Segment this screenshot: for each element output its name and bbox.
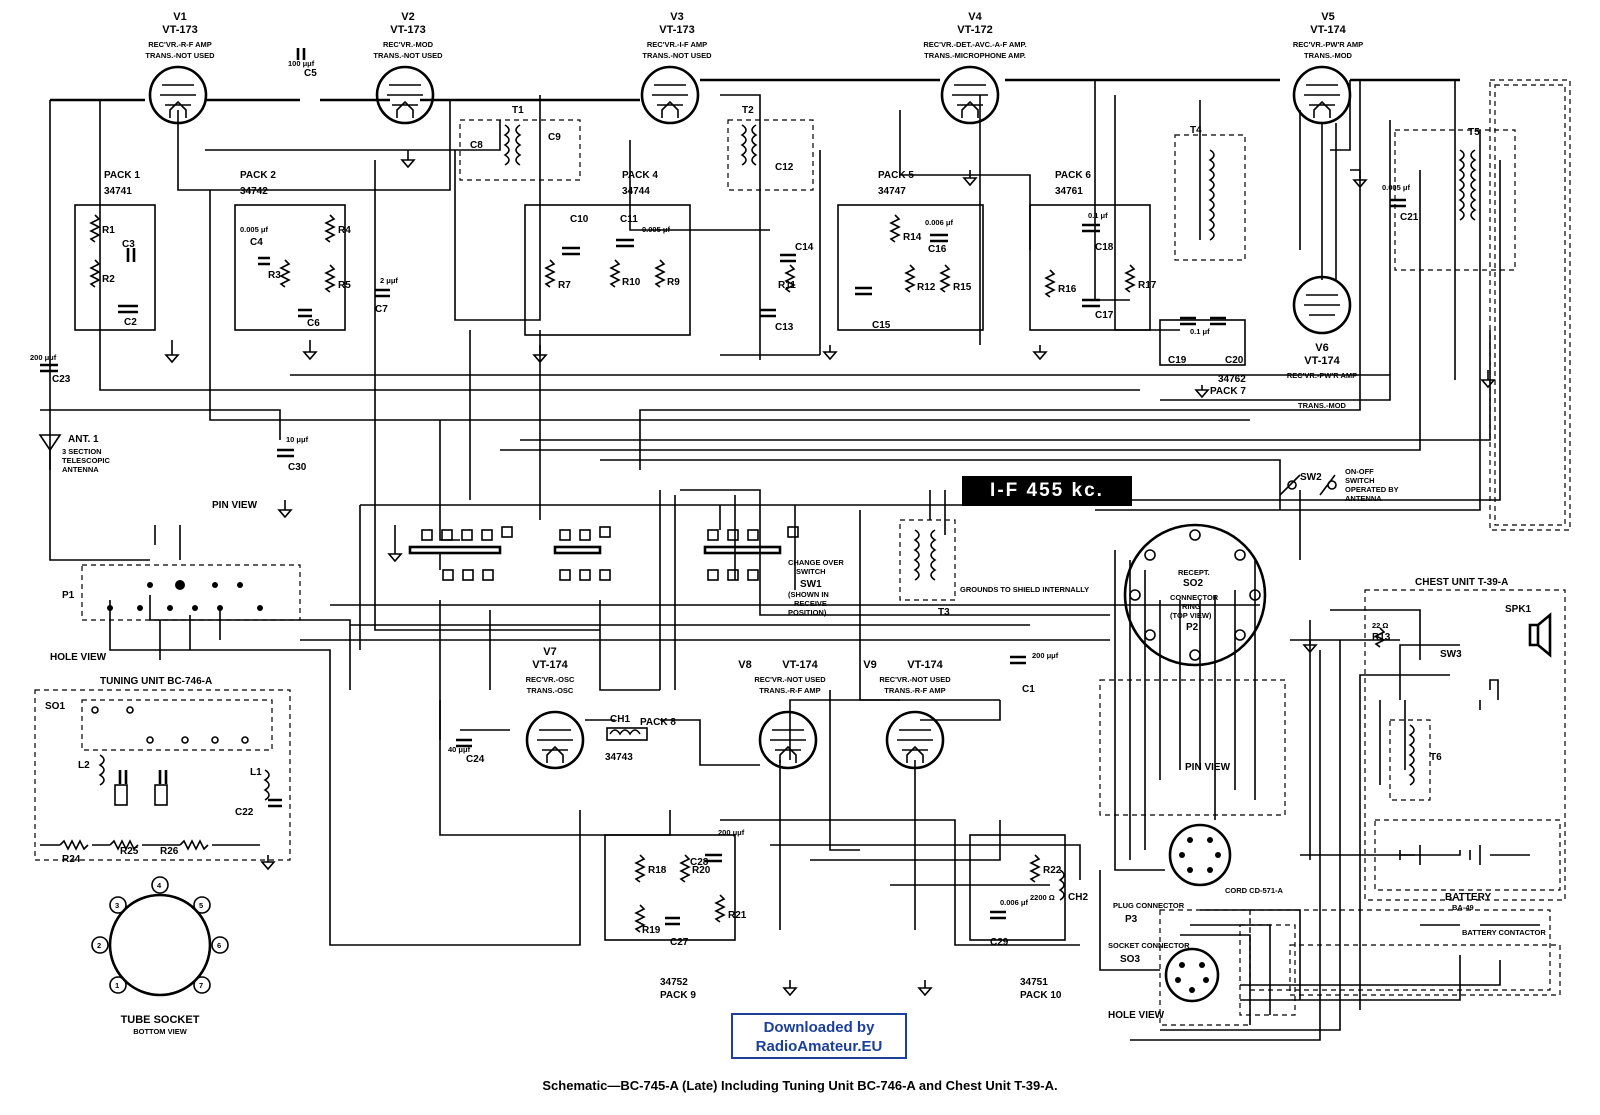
v5-ref: V5	[1321, 11, 1335, 23]
r26-label: R26	[160, 846, 179, 857]
pack1-name: PACK 1	[104, 170, 140, 181]
pack2-name: PACK 2	[240, 170, 276, 181]
r22-value: 2200 Ω	[1030, 893, 1055, 902]
c24-value: 40 μμf	[448, 745, 471, 754]
c17-label: C17	[1095, 310, 1114, 321]
c2-label: C2	[124, 317, 137, 328]
v1-tx: TRANS.-NOT USED	[145, 51, 215, 60]
pack6-num: 34761	[1055, 186, 1083, 197]
c18-value: 0.1 μf	[1088, 211, 1108, 220]
v4-ref: V4	[968, 11, 982, 23]
tube-socket	[92, 877, 228, 1036]
v4-type: VT-172	[957, 24, 993, 36]
r10-label: R10	[622, 277, 641, 288]
c11-label: C11	[620, 214, 638, 225]
p3-label: P3	[1125, 914, 1138, 925]
c8-label: C8	[470, 140, 483, 151]
battery-contactor-1: BATTERY CONTACTOR	[1462, 928, 1546, 937]
v2-tx: TRANS.-NOT USED	[373, 51, 443, 60]
cord-text: CORD CD-571-A	[1225, 886, 1283, 895]
tube-socket-title: TUBE SOCKET	[120, 1014, 200, 1026]
tube-v7	[526, 646, 583, 768]
t4-label: T4	[1190, 125, 1202, 136]
v4-rx: REC'VR.-DET.-AVC.-A-F AMP.	[923, 40, 1027, 49]
c22-label: C22	[235, 807, 254, 818]
c19-label: C19	[1168, 355, 1187, 366]
tube-v4	[923, 11, 1026, 123]
download-credit-line1: Downloaded by	[763, 1019, 875, 1036]
v9-rx: REC'VR.-NOT USED	[879, 675, 951, 684]
r25-label: R25	[120, 846, 139, 857]
tuning-unit	[35, 652, 290, 860]
v8-ref: V8	[738, 659, 752, 671]
r13-label: R13	[1372, 632, 1391, 643]
tube-v5	[1293, 11, 1363, 123]
ant-desc-1: 3 SECTION	[62, 447, 102, 456]
c7-value: 2 μμf	[380, 276, 398, 285]
v8-type: VT-174	[782, 659, 818, 671]
p3-plug	[1100, 680, 1285, 925]
recept-text: RECEPT.	[1178, 568, 1210, 577]
changeover-text-3: (SHOWN IN	[788, 590, 829, 599]
r14-label: R14	[903, 232, 922, 243]
socket-pin-1: 1	[115, 981, 120, 990]
v6-type: VT-174	[1304, 355, 1340, 367]
c28-label: C28	[690, 857, 709, 868]
c16-label: C16	[928, 244, 947, 255]
v7-type: VT-174	[532, 659, 568, 671]
l1-label: L1	[250, 767, 262, 778]
ch2-label: CH2	[1068, 892, 1089, 903]
r15-label: R15	[953, 282, 972, 293]
v6-rx: REC'VR.-PW'R AMP	[1286, 371, 1358, 380]
r13-value: 22 Ω	[1372, 621, 1389, 630]
v9-type: VT-174	[907, 659, 943, 671]
so2-connector	[1125, 525, 1265, 665]
pack2-num: 34742	[240, 186, 268, 197]
r24-label: R24	[62, 854, 81, 865]
r18-label: R18	[648, 865, 667, 876]
r19-label: R19	[642, 925, 661, 936]
tube-v8	[738, 659, 826, 768]
onoff-text-4: ANTENNA	[1345, 494, 1382, 503]
pack9-num: 34752	[660, 977, 688, 988]
c11-value: 0.005 μf	[642, 225, 670, 234]
c19c20-value: 0.1 μf	[1190, 327, 1210, 336]
v9-tx: TRANS.-R-F AMP	[884, 686, 946, 695]
v8-tx: TRANS.-R-F AMP	[759, 686, 821, 695]
onoff-text-2: SWITCH	[1345, 476, 1375, 485]
socket-pin-2: 2	[97, 941, 102, 950]
tube-socket-subtitle: BOTTOM VIEW	[133, 1027, 187, 1036]
t6-label: T6	[1430, 752, 1442, 763]
v3-tx: TRANS.-NOT USED	[642, 51, 712, 60]
misc-dashed	[1240, 925, 1295, 1015]
c30-label: C30	[288, 462, 307, 473]
r21-label: R21	[728, 910, 747, 921]
r22-label: R22	[1043, 865, 1062, 876]
sw1-label: SW1	[800, 579, 822, 590]
c5-label: C5	[304, 68, 317, 79]
c14-label: C14	[795, 242, 814, 253]
c27-label: C27	[670, 937, 689, 948]
changeover-text-5: POSITION)	[788, 608, 827, 617]
grounds-text: GROUNDS TO SHIELD INTERNALLY	[960, 585, 1090, 594]
pin-view-1a: PIN VIEW	[212, 500, 258, 511]
download-credit	[731, 1013, 907, 1059]
c21-label: C21	[1400, 212, 1419, 223]
c21-value: 0.005 μf	[1382, 183, 1410, 192]
r12-label: R12	[917, 282, 936, 293]
ant-desc-3: ANTENNA	[62, 465, 99, 474]
v5-tx: TRANS.-MOD	[1304, 51, 1352, 60]
changeover-text-4: RECEIVE	[794, 599, 827, 608]
pack8-name: PACK 8	[640, 717, 676, 728]
c20-label: C20	[1225, 355, 1244, 366]
v5-type: VT-174	[1310, 24, 1346, 36]
c9-label: C9	[548, 132, 561, 143]
pack4-name: PACK 4	[622, 170, 658, 181]
changeover-text-2: SWITCH	[796, 567, 826, 576]
v2-type: VT-173	[390, 24, 426, 36]
so3-label: SO3	[1120, 954, 1141, 965]
pack7-name: PACK 7	[1210, 386, 1246, 397]
onoff-text-1: ON-OFF	[1345, 467, 1374, 476]
r11-label: R11	[778, 280, 796, 291]
t1-label: T1	[512, 105, 524, 116]
c4-label: C4	[250, 237, 263, 248]
c12-label: C12	[775, 162, 794, 173]
v8-rx: REC'VR.-NOT USED	[754, 675, 826, 684]
c16-value: 0.006 μf	[925, 218, 953, 227]
c4-value: 0.005 μf	[240, 225, 268, 234]
ring-text: RING	[1182, 602, 1201, 611]
t3-label: T3	[938, 607, 950, 618]
r4-label: R4	[338, 225, 351, 236]
so2-label: SO2	[1183, 578, 1204, 589]
pack6-name: PACK 6	[1055, 170, 1091, 181]
ant-label: ANT. 1	[68, 434, 99, 445]
ant-desc-2: TELESCOPIC	[62, 456, 110, 465]
v4-tx: TRANS.-MICROPHONE AMP.	[924, 51, 1026, 60]
v6-tx: TRANS.-MOD	[1298, 401, 1346, 410]
pack7-num: 34762	[1218, 374, 1246, 385]
c23-value: 200 μμf	[30, 353, 57, 362]
changeover-switch	[395, 505, 1089, 617]
battery-label: BATTERY	[1445, 892, 1492, 903]
c10-label: C10	[570, 214, 589, 225]
c5-value: 100 μμf	[288, 59, 315, 68]
socket-pin-7: 7	[199, 981, 204, 990]
tube-v3	[642, 11, 712, 123]
c29-label: C29	[990, 937, 1009, 948]
sw3-label: SW3	[1440, 649, 1462, 660]
c24-label: C24	[466, 754, 485, 765]
c3-label: C3	[122, 239, 135, 250]
socket-pin-4: 4	[157, 881, 162, 890]
c29-value: 0.006 μf	[1000, 898, 1028, 907]
r16-label: R16	[1058, 284, 1077, 295]
tube-v2	[373, 11, 443, 123]
plug-connector-text: PLUG CONNECTOR	[1113, 901, 1185, 910]
c6-label: C6	[307, 318, 320, 329]
tube-v9	[863, 659, 951, 768]
v5-rx: REC'VR.-PW'R AMP	[1292, 40, 1364, 49]
c18-label: C18	[1095, 242, 1114, 253]
t5-label: T5	[1468, 127, 1480, 138]
pack5-name: PACK 5	[878, 170, 914, 181]
v9-ref: V9	[863, 659, 877, 671]
download-credit-line2: RadioAmateur.EU	[755, 1038, 883, 1055]
v6-ref: V6	[1315, 342, 1329, 354]
connector-text: CONNECTOR	[1170, 593, 1219, 602]
r3-label: R3	[268, 270, 281, 281]
t2-label: T2	[742, 105, 754, 116]
c30-value: 10 μμf	[286, 435, 309, 444]
v2-ref: V2	[401, 11, 415, 23]
socket-pin-6: 6	[217, 941, 222, 950]
c13-label: C13	[775, 322, 794, 333]
if-frequency-badge: I-F 455 kc.	[962, 476, 1132, 506]
sw2-label: SW2	[1300, 472, 1322, 483]
r7-label: R7	[558, 280, 571, 291]
c1-value: 200 μμf	[1032, 651, 1059, 660]
r17-label: R17	[1138, 280, 1157, 291]
v1-rx: REC'VR.-R-F AMP	[148, 40, 212, 49]
pack10-name: PACK 10	[1020, 990, 1062, 1001]
sw2-group	[1280, 467, 1399, 503]
p1-label: P1	[62, 590, 75, 601]
v7-rx: REC'VR.-OSC	[525, 675, 575, 684]
spk-label: SPK1	[1505, 604, 1532, 615]
v2-rx: REC'VR.-MOD	[382, 40, 434, 49]
v3-rx: REC'VR.-I-F AMP	[646, 40, 708, 49]
r2-label: R2	[102, 274, 115, 285]
v1-ref: V1	[173, 11, 187, 23]
so3-socket	[1108, 910, 1250, 1025]
pack1-num: 34741	[104, 186, 132, 197]
c23-label: C23	[52, 374, 71, 385]
c1-label: C1	[1022, 684, 1035, 695]
c28-value: 200 μμf	[718, 828, 745, 837]
pack9-name: PACK 9	[660, 990, 696, 1001]
pack5-num: 34747	[878, 186, 906, 197]
onoff-text-3: OPERATED BY	[1345, 485, 1399, 494]
chest-unit-label: CHEST UNIT T-39-A	[1415, 577, 1509, 588]
battery-model: BA-49	[1452, 903, 1474, 912]
pin-view-2a: PIN VIEW	[1185, 762, 1231, 773]
c15-label: C15	[872, 320, 891, 331]
socket-pin-3: 3	[115, 901, 120, 910]
pack8-num: 34743	[605, 752, 633, 763]
r9-label: R9	[667, 277, 680, 288]
pack4-num: 34744	[622, 186, 650, 197]
p2-label: P2	[1186, 622, 1199, 633]
pack10-num: 34751	[1020, 977, 1048, 988]
tube-v6	[1287, 123, 1357, 410]
r20-label: R20	[692, 865, 711, 876]
changeover-text-1: CHANGE OVER	[788, 558, 844, 567]
capacitors	[30, 48, 1419, 948]
tuning-unit-label: TUNING UNIT BC-746-A	[100, 676, 213, 687]
figure-caption: Schematic—BC-745-A (Late) Including Tuning Unit BC-746-A and Chest Unit T-39-A.	[542, 1078, 1058, 1093]
v3-type: VT-173	[659, 24, 695, 36]
hole-view-2a: HOLE VIEW	[1108, 1010, 1165, 1021]
ground-symbols	[166, 150, 1494, 995]
socket-pin-5: 5	[199, 901, 204, 910]
v3-ref: V3	[670, 11, 684, 23]
hole-view-1: HOLE VIEW	[50, 652, 107, 663]
ch1-label: CH1	[610, 714, 631, 725]
v7-tx: TRANS.-OSC	[526, 686, 574, 695]
tube-v1	[145, 11, 215, 123]
so1-label: SO1	[45, 701, 66, 712]
c7-label: C7	[375, 304, 388, 315]
r5-label: R5	[338, 280, 351, 291]
v7-ref: V7	[543, 646, 557, 658]
r1-label: R1	[102, 225, 115, 236]
socket-connector-text: SOCKET CONNECTOR	[1108, 941, 1190, 950]
top-view-text: (TOP VIEW)	[1170, 611, 1212, 620]
v1-type: VT-173	[162, 24, 198, 36]
l2-label: L2	[78, 760, 90, 771]
